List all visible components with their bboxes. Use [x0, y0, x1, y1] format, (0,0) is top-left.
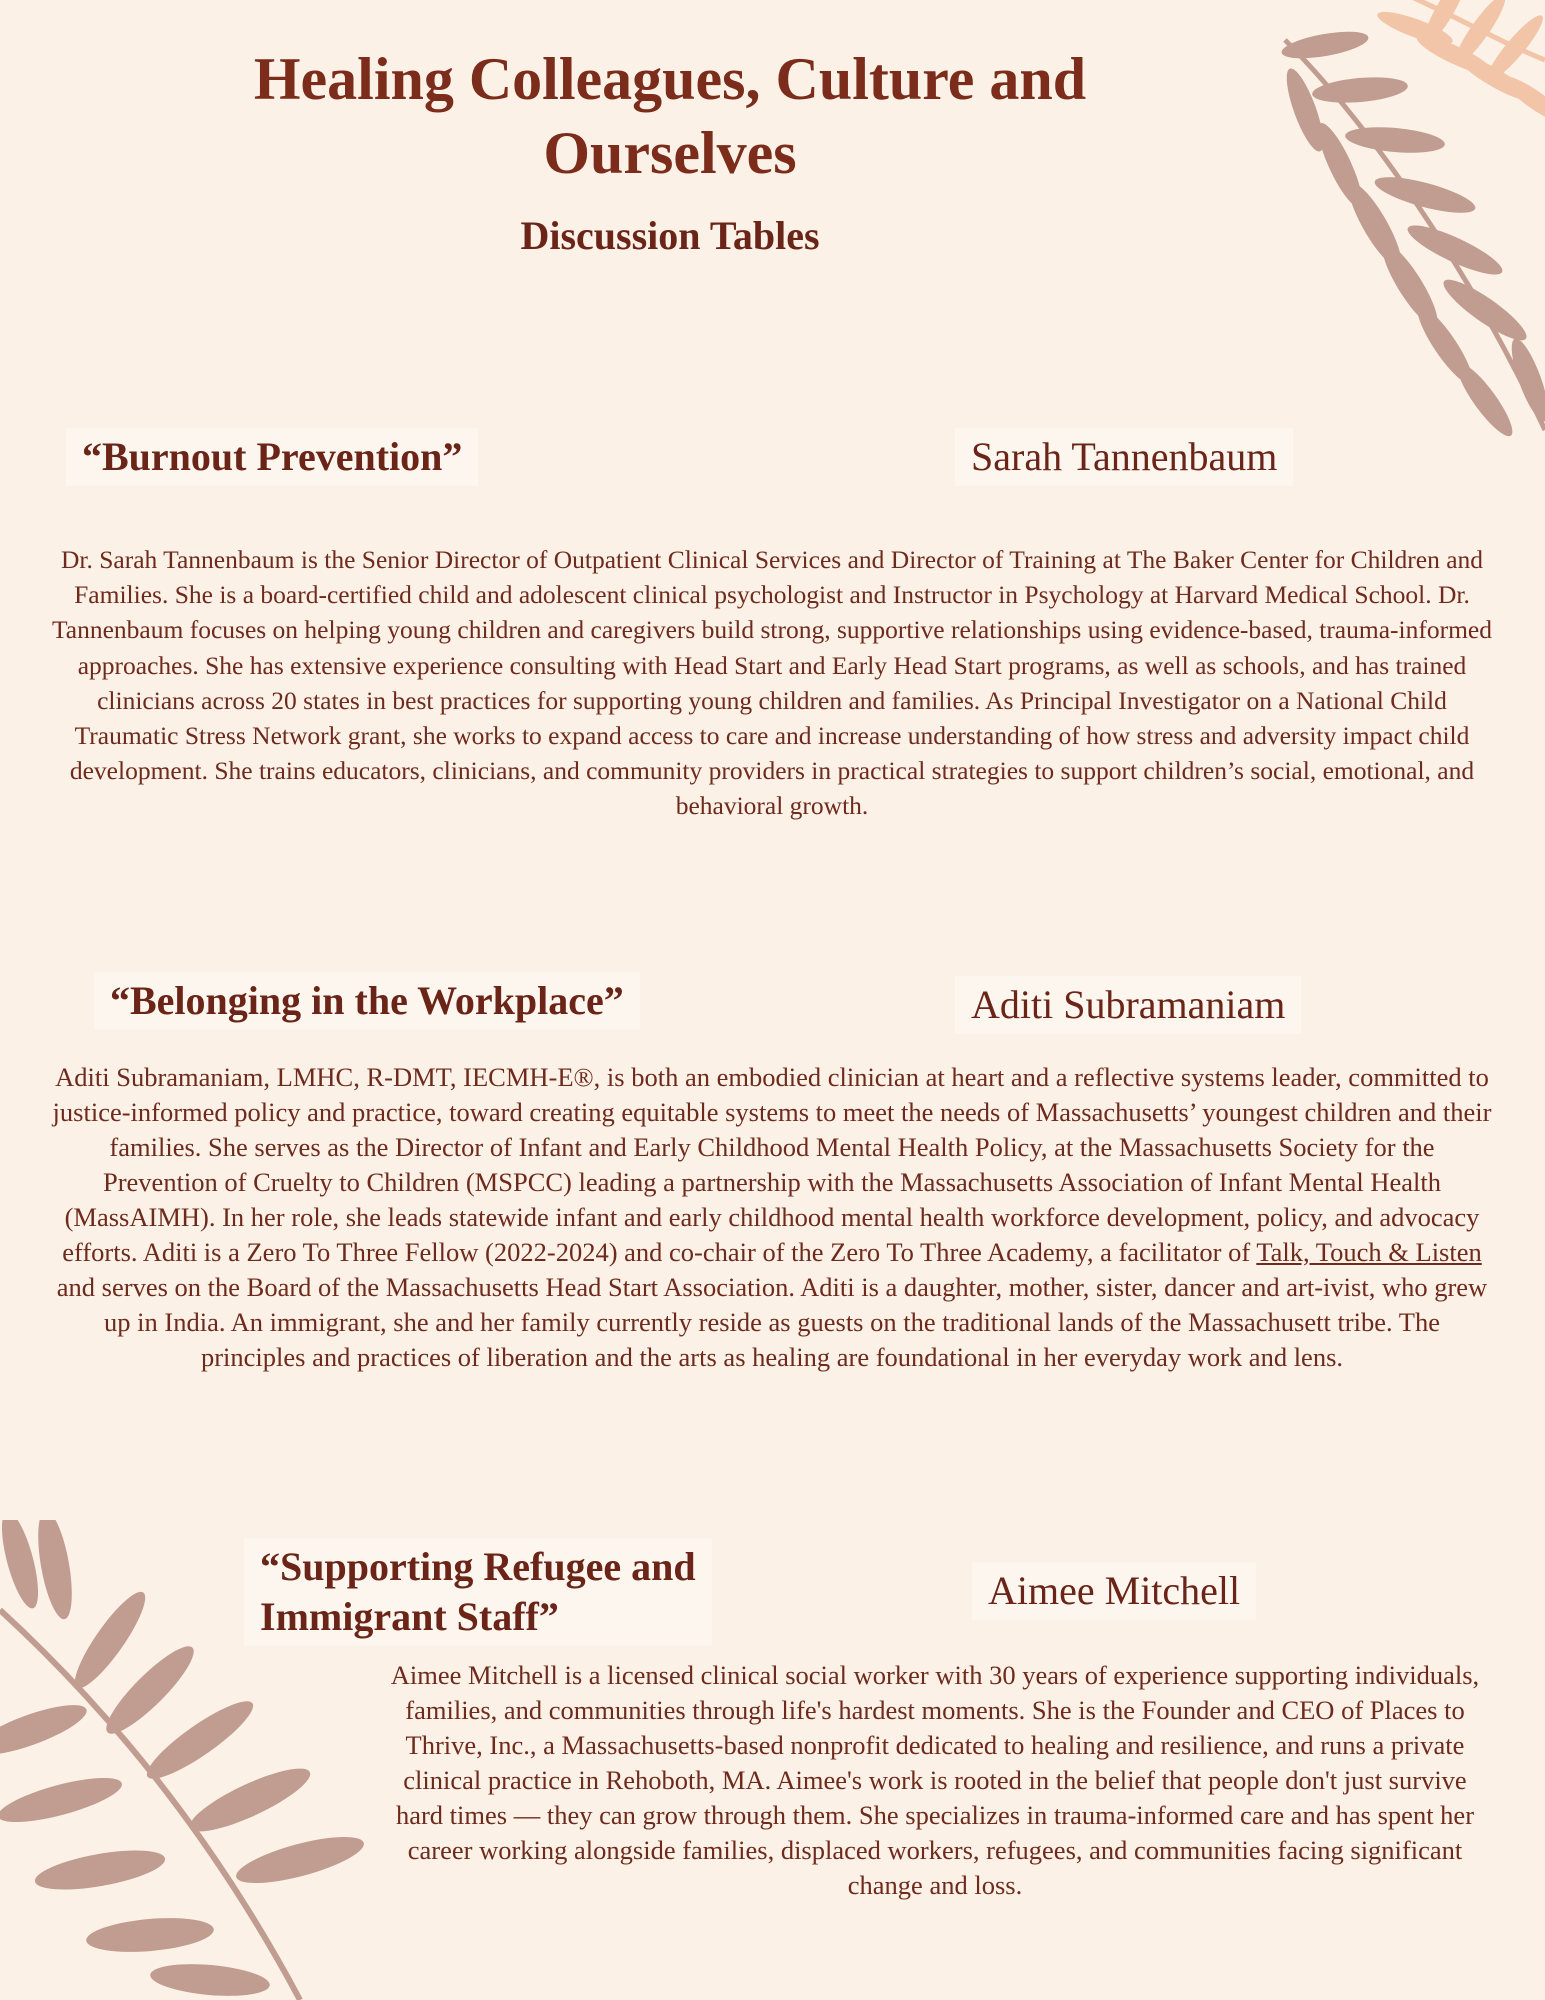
table-topic-burnout-prevention: “Burnout Prevention” — [66, 428, 478, 486]
table-topic-supporting-refugee-and-immigrant-staff — [244, 1538, 712, 1646]
presenter-name-sarah-tannenbaum: Sarah Tannenbaum — [955, 428, 1293, 486]
bio-text: Aditi Subramaniam, LMHC, R-DMT, IECMH-E®, is both an embodied clinician at heart and a reflective systems leader, committed to justice-informed policy and practice, toward creating equitable systems to meet the needs of Massachusetts’ youngest children and their families. She serves as the Director of Infant and Early Childhood Mental Health Policy, at the Massachusetts Society for the Prevention of Cruelty to Children (MSPCC) leading a partnership with the Massachusetts Association of Infant Mental Health (MassAIMH). In her role, she leads statewide infant and early childhood mental health workforce development, policy, and advocacy efforts. Aditi is a Zero To Three Fellow (2022-2024) and co-chair of the Zero To Three Academy, a facilitator of — [52, 1062, 1492, 1267]
topic-line: Immigrant Staff” — [260, 1594, 559, 1639]
leaf-branch-icon — [1245, 0, 1545, 450]
page-subtitle: Discussion Tables — [520, 213, 820, 258]
presenter-bio-aimee-mitchell: Aimee Mitchell is a licensed clinical social worker with 30 years of experience supporting individuals, families, and communities through life's hardest moments. She is the Founder and CEO of Places to Thrive, Inc., a Massachusetts-based nonprofit dedicated to healing and resilience, and runs a private clinical practice in Rehoboth, MA. Aimee's work is rooted in the belief that people don't just survive hard times — they can grow through them. She specializes in trauma-informed care and has spent her career working alongside families, displaced workers, refugees, and communities facing significant change and loss. — [390, 1660, 1480, 1900]
presenter-bio-sarah-tannenbaum: Dr. Sarah Tannenbaum is the Senior Director of Outpatient Clinical Services and Director of Training at The Baker Center for Children and Families. She is a board-certified child and adolescent clinical psychologist and Instructor in Psychology at Harvard Medical School. Dr. Tannenbaum focuses on helping young children and caregivers build strong, supportive relationships using evidence-based, trauma-informed approaches. She has extensive experience consulting with Head Start and Early Head Start programs, as well as schools, and has trained clinicians across 20 states in best practices for supporting young children and families. As Principal Investigator on a National Child Traumatic Stress Network grant, she works to expand access to care and increase understanding of how stress and adversity impact child development. She trains educators, clinicians, and community providers in practical strategies to support children’s social, emotional, and behavioral growth. — [52, 545, 1492, 821]
table-topic-belonging-in-the-workplace: “Belonging in the Workplace” — [94, 972, 640, 1030]
presenter-name-aditi-subramaniam: Aditi Subramaniam — [955, 976, 1301, 1034]
presenter-bio-aditi-subramaniam — [52, 1060, 1492, 1375]
topic-line: “Supporting Refugee and — [260, 1544, 696, 1589]
presenter-name-aimee-mitchell: Aimee Mitchell — [972, 1562, 1256, 1620]
page-title: Healing Colleagues, Culture and Ourselves — [253, 46, 1087, 186]
talk-touch-listen-link[interactable]: Talk, Touch & Listen — [1256, 1237, 1482, 1267]
bio-text: and serves on the Board of the Massachusetts Head Start Association. Aditi is a daughter, mother, sister, dancer and art-ivist, who grew up in India. An immigrant, she and her family currently reside as guests on the traditional lands of the Massachusett tribe. The principles and practices of liberation and the arts as healing are foundational in her everyday work and lens. — [56, 1272, 1488, 1372]
